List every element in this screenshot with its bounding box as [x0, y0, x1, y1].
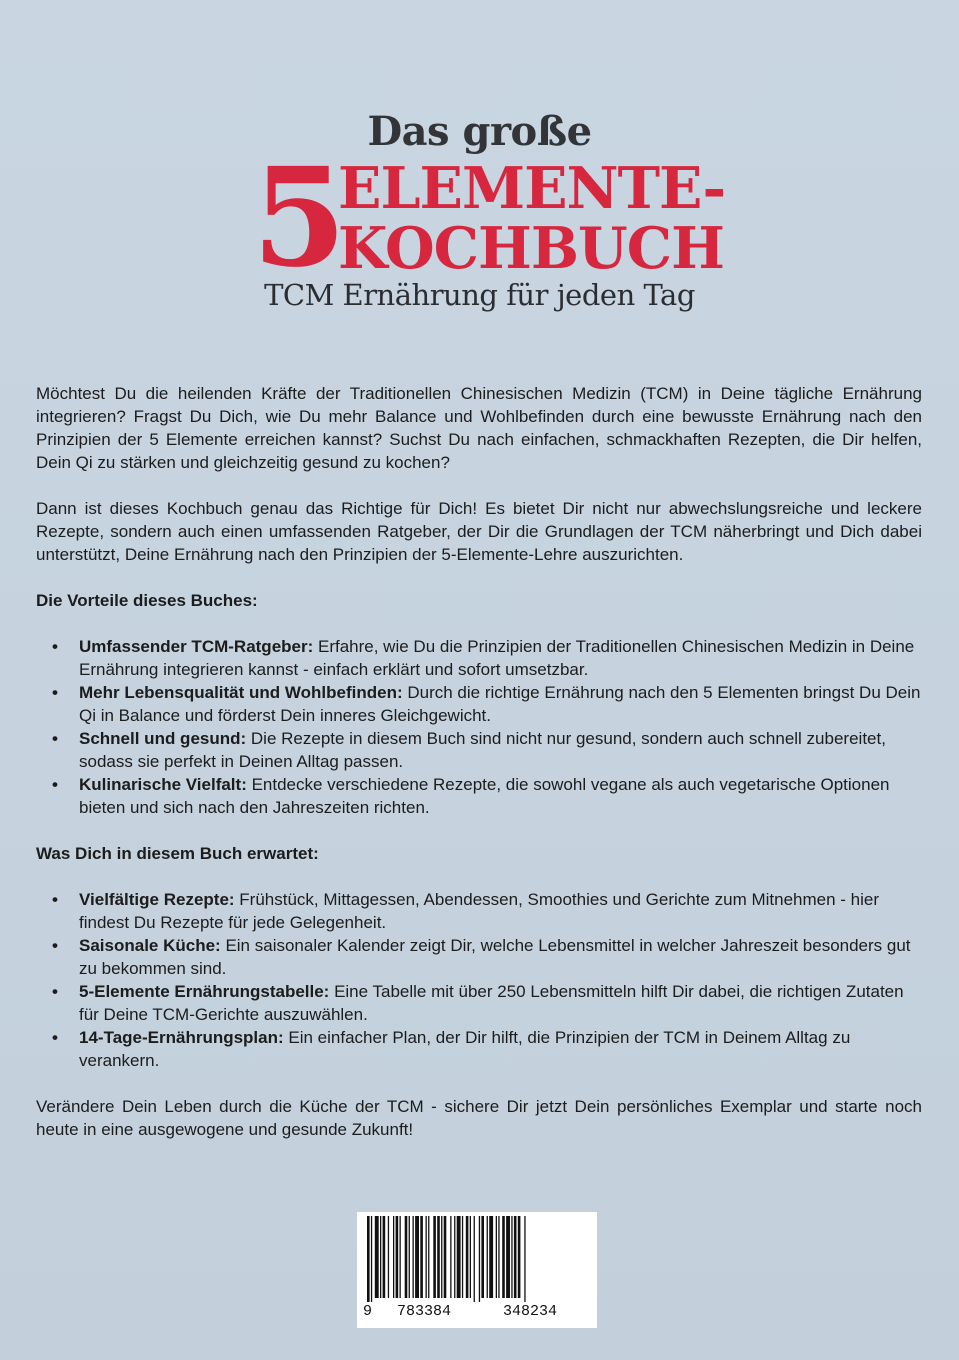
barcode-bar [498, 1216, 499, 1298]
barcode-bar [400, 1216, 401, 1298]
barcode-bar [444, 1216, 447, 1298]
barcode-bar [441, 1216, 442, 1298]
list-item-label: Schnell und gesund: [79, 729, 247, 748]
barcode-bar [454, 1216, 455, 1298]
barcode-bar [514, 1216, 517, 1298]
barcode-bar [383, 1216, 386, 1298]
barcode-group-2: 348234 [503, 1303, 558, 1320]
barcode-bar [409, 1216, 410, 1298]
list-item [36, 773, 922, 819]
closing-paragraph: Verändere Dein Leben durch die Küche der TCM - sichere Dir jetzt Dein persönliches Exemplar und starte noch heute in eine ausgewogene und gesunde Zukunft! [36, 1097, 922, 1139]
expect-list [36, 888, 922, 1072]
list-item-text: Die Rezepte in diesem Buch sind nicht nur gesund, sondern auch schnell zubereitet, sodass sie perfekt in Deinen Alltag passen. [79, 729, 886, 771]
list-item-text: Frühstück, Mittagessen, Abendessen, Smoothies und Gerichte zum Mitnehmen - hier findest Du Rezepte für jede Gelegenheit. [79, 890, 880, 932]
barcode-bar [487, 1216, 488, 1298]
list-item [36, 635, 922, 681]
barcode-bar [405, 1216, 408, 1298]
cover-title-block [0, 0, 959, 340]
benefits-list [36, 635, 922, 819]
barcode-bar [371, 1216, 372, 1302]
barcode-bar [524, 1216, 525, 1302]
list-item [36, 888, 922, 934]
isbn-barcode [357, 1212, 597, 1328]
barcode-bar [437, 1216, 440, 1298]
barcode-bar [462, 1216, 463, 1298]
title-number-five: 5 [252, 138, 347, 298]
list-item [36, 681, 922, 727]
barcode-digit-first: 9 [363, 1303, 373, 1320]
barcode-bar [428, 1216, 429, 1298]
barcode-bar [506, 1216, 510, 1298]
barcode-bar [367, 1216, 370, 1302]
barcode-bar [466, 1216, 469, 1298]
barcode-bar [457, 1216, 461, 1298]
list-item-text: Eine Tabelle mit über 250 Lebensmitteln hilft Dir dabei, die richtigen Zutaten für Deine TCM-Gerichte auszuwählen. [79, 982, 904, 1024]
barcode-bar [518, 1216, 521, 1298]
list-item [36, 980, 922, 1026]
barcode-bar [511, 1216, 512, 1298]
list-item-text: Ein einfacher Plan, der Dir hilft, die Prinzipien der TCM in Deinem Alltag zu verankern. [79, 1028, 851, 1070]
benefits-heading: Die Vorteile dieses Buches: [36, 591, 258, 610]
barcode-bar [375, 1216, 379, 1298]
list-item-label: Kulinarische Vielfalt: [79, 775, 247, 794]
barcode-bar [502, 1216, 505, 1298]
barcode-bar [420, 1216, 423, 1298]
list-item [36, 934, 922, 980]
barcode-bar [388, 1216, 389, 1298]
barcode-bar [413, 1216, 414, 1298]
intro-paragraph-2: Dann ist dieses Kochbuch genau das Richtige für Dich! Es bietet Dir nicht nur abwechslungsreiche und leckere Rezepte, sondern auch einen umfassenden Ratgeber, der Dir die Grundlagen der TCM näherbringt und Dich dabei unterstützt, Deine Ernährung nach den Prinzipien der 5-Elemente-Lehre auszurichten. [36, 499, 922, 564]
barcode-bar [433, 1216, 436, 1298]
barcode-bar [496, 1216, 497, 1298]
back-cover-text [36, 382, 922, 1164]
list-item-label: Vielfältige Rezepte: [79, 890, 235, 909]
barcode-bars [365, 1216, 589, 1302]
subtitle: TCM Ernährung für jeden Tag [264, 278, 695, 312]
list-item-label: Mehr Lebensqualität und Wohlbefinden: [79, 683, 403, 702]
title-line-kochbuch: KOCHBUCH [338, 215, 724, 282]
barcode-bar [393, 1216, 394, 1298]
list-item [36, 1026, 922, 1072]
barcode-bar [426, 1216, 427, 1298]
list-item-text: Ein saisonaler Kalender zeigt Dir, welche Lebensmittel in welcher Jahreszeit besonders gut zu bekommen sind. [79, 936, 911, 978]
barcode-group-1: 783384 [397, 1303, 452, 1320]
title-line-elemente: ELEMENTE- [338, 155, 726, 222]
barcode-bar [481, 1216, 484, 1298]
barcode-bar [380, 1216, 381, 1298]
list-item-label: 14-Tage-Ernährungsplan: [79, 1028, 284, 1047]
list-item-text: Erfahre, wie Du die Prinzipien der Traditionellen Chinesischen Medizin in Deine Ernährung integrieren kannst - einfach erklärt und sofort umsetzbar. [79, 637, 915, 679]
list-item-text: Entdecke verschiedene Rezepte, die sowohl vegane als auch vegetarische Optionen bieten und sich nach den Jahreszeiten richten. [79, 775, 890, 817]
barcode-bar [470, 1216, 471, 1298]
intro-paragraph-1: Möchtest Du die heilenden Kräfte der Traditionellen Chinesischen Medizin (TCM) in Deine tägliche Ernährung integrieren? Fragst Du Dich, wie Du mehr Balance und Wohlbefinden durch eine bewusste Ernährung nach den Prinzipien der 5 Elemente erreichen kannst? Suchst Du nach einfachen, schmackhaften Rezepten, die Dir helfen, Dein Qi zu stärken und gleichzeitig gesund zu kochen? [36, 384, 922, 472]
list-item-label: Umfassender TCM-Ratgeber: [79, 637, 314, 656]
barcode-bar [415, 1216, 419, 1298]
list-item-text: Durch die richtige Ernährung nach den 5 Elementen bringst Du Dein Qi in Balance und förderst Dein inneres Gleichgewicht. [79, 683, 921, 725]
barcode-bar [474, 1216, 475, 1302]
barcode-bar [489, 1216, 493, 1298]
list-item-label: Saisonale Küche: [79, 936, 221, 955]
barcode-bar [479, 1216, 480, 1302]
barcode-bar [450, 1216, 451, 1298]
title-line-das-grosse: Das große [367, 108, 592, 155]
list-item-label: 5-Elemente Ernährungstabelle: [79, 982, 330, 1001]
expect-heading: Was Dich in diesem Buch erwartet: [36, 844, 319, 863]
barcode-bar [396, 1216, 399, 1298]
list-item [36, 727, 922, 773]
